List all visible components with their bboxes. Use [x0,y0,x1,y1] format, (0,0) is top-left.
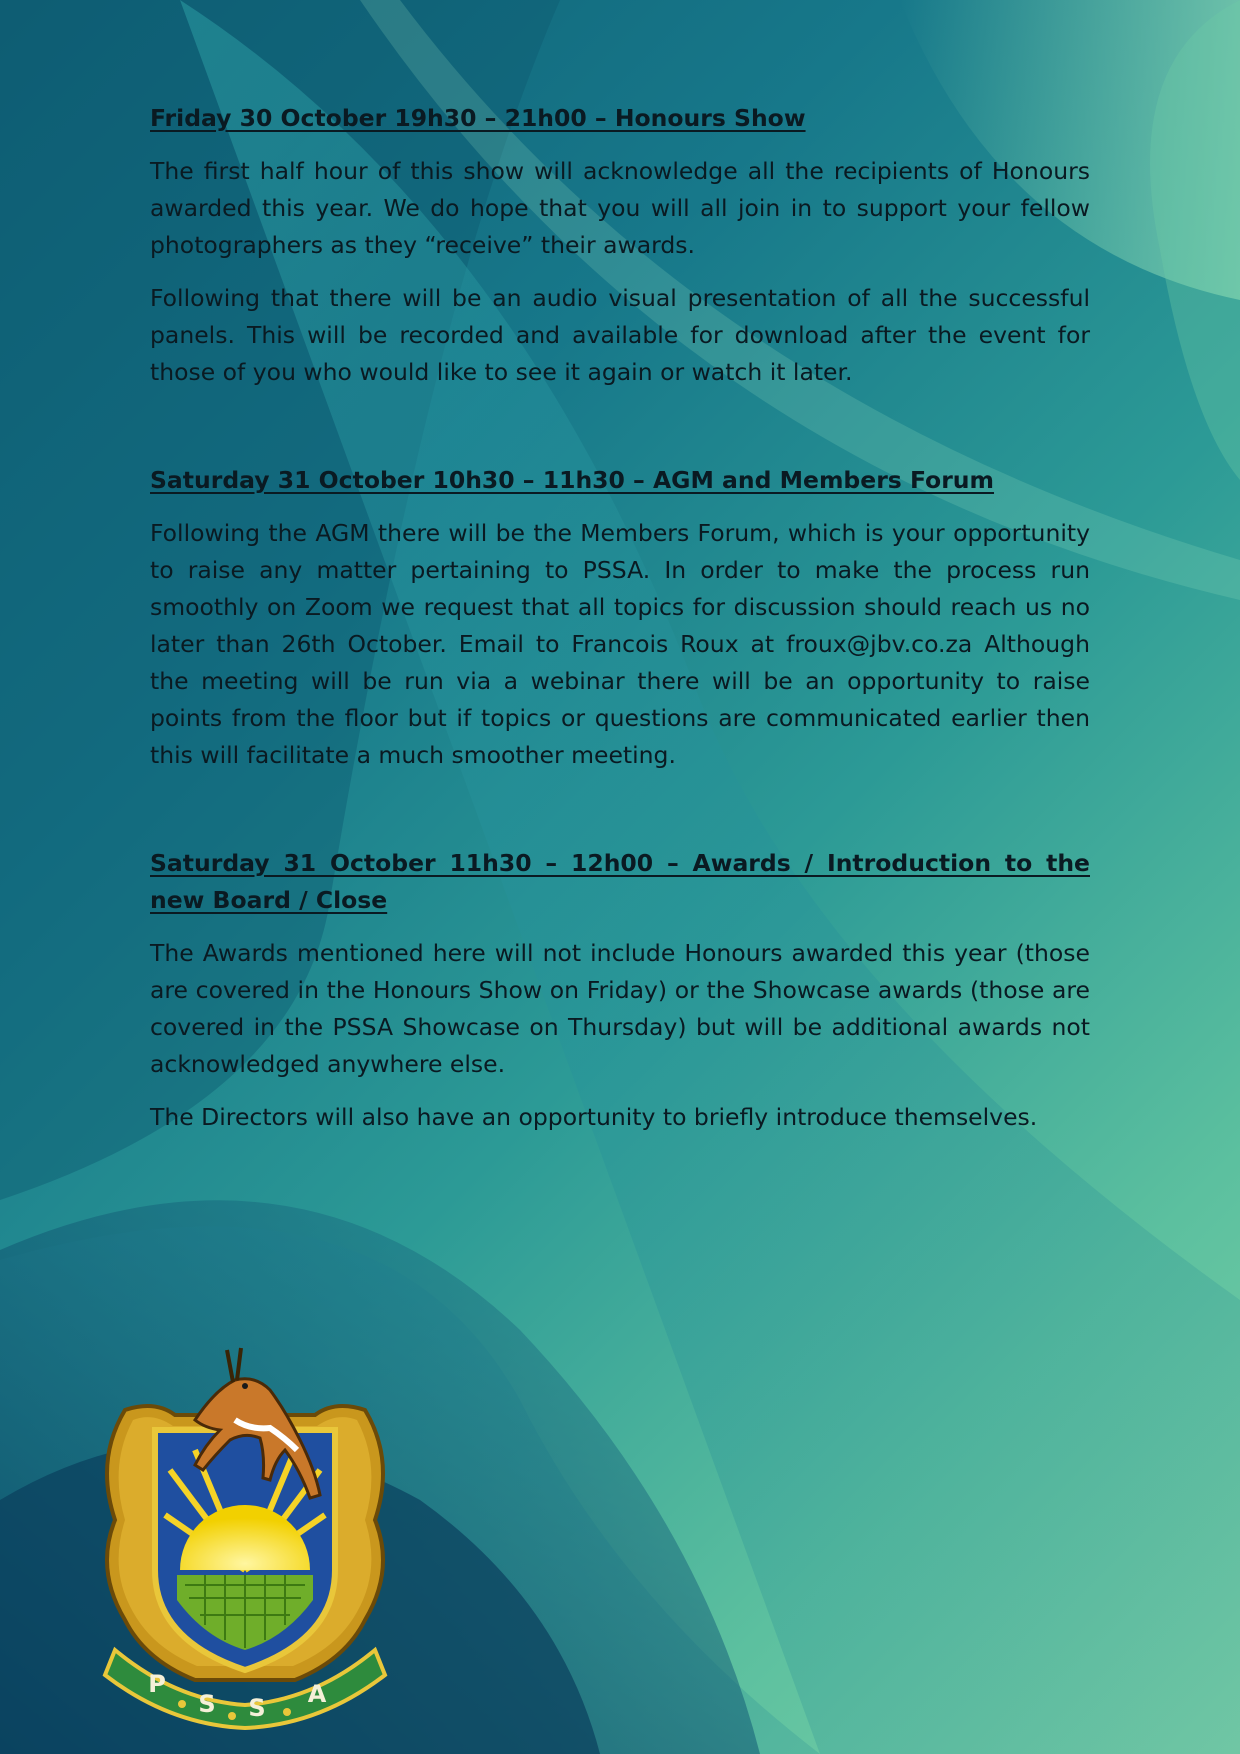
section-heading-agm: Saturday 31 October 10h30 – 11h30 – AGM and Members Forum [150,466,995,494]
crest-letter: S [198,1690,216,1718]
paragraph: The first half hour of this show will acknowledge all the recipients of Honours awarded this year. We do hope that you will all join in to support your fellow photographers as they “receive” their awards. [150,157,1090,259]
paragraph: The Directors will also have an opportunity to briefly introduce themselves. [150,1103,1038,1131]
crest-letter: S [248,1694,266,1722]
section-heading-honours-show: Friday 30 October 19h30 – 21h00 – Honours Show [150,104,806,132]
paragraph: Following the AGM there will be the Members Forum, which is your opportunity to raise any matter pertaining to PSSA. In order to make the process run smoothly on Zoom we request that all topics for discussion should reach us no later than 26th October. Email to Francois Roux at froux@jbv.co.za Although the meeting will be run via a webinar there will be an opportunity to raise points from the floor but if topics or questions are communicated earlier then this will facilitate a much smoother meeting. [150,519,1090,769]
section-heading-awards: Saturday 31 October 11h30 – 12h00 – Awards / Introduction to the new Board / Close [150,849,1090,914]
pssa-crest-logo [85,1320,405,1730]
section-spacer [150,790,1090,845]
paragraph: Following that there will be an audio visual presentation of all the successful panels. This will be recorded and available for download after the event for those of you who would like to see it again or watch it later. [150,284,1090,386]
section-spacer [150,407,1090,462]
paragraph: The Awards mentioned here will not include Honours awarded this year (those are covered in the Honours Show on Friday) or the Showcase awards (those are covered in the PSSA Showcase on Thursday) but will be additional awards not acknowledged anywhere else. [150,939,1090,1078]
crest-letter: P [148,1670,166,1698]
document-body [150,100,1090,1152]
crest-letter: A [307,1680,327,1708]
